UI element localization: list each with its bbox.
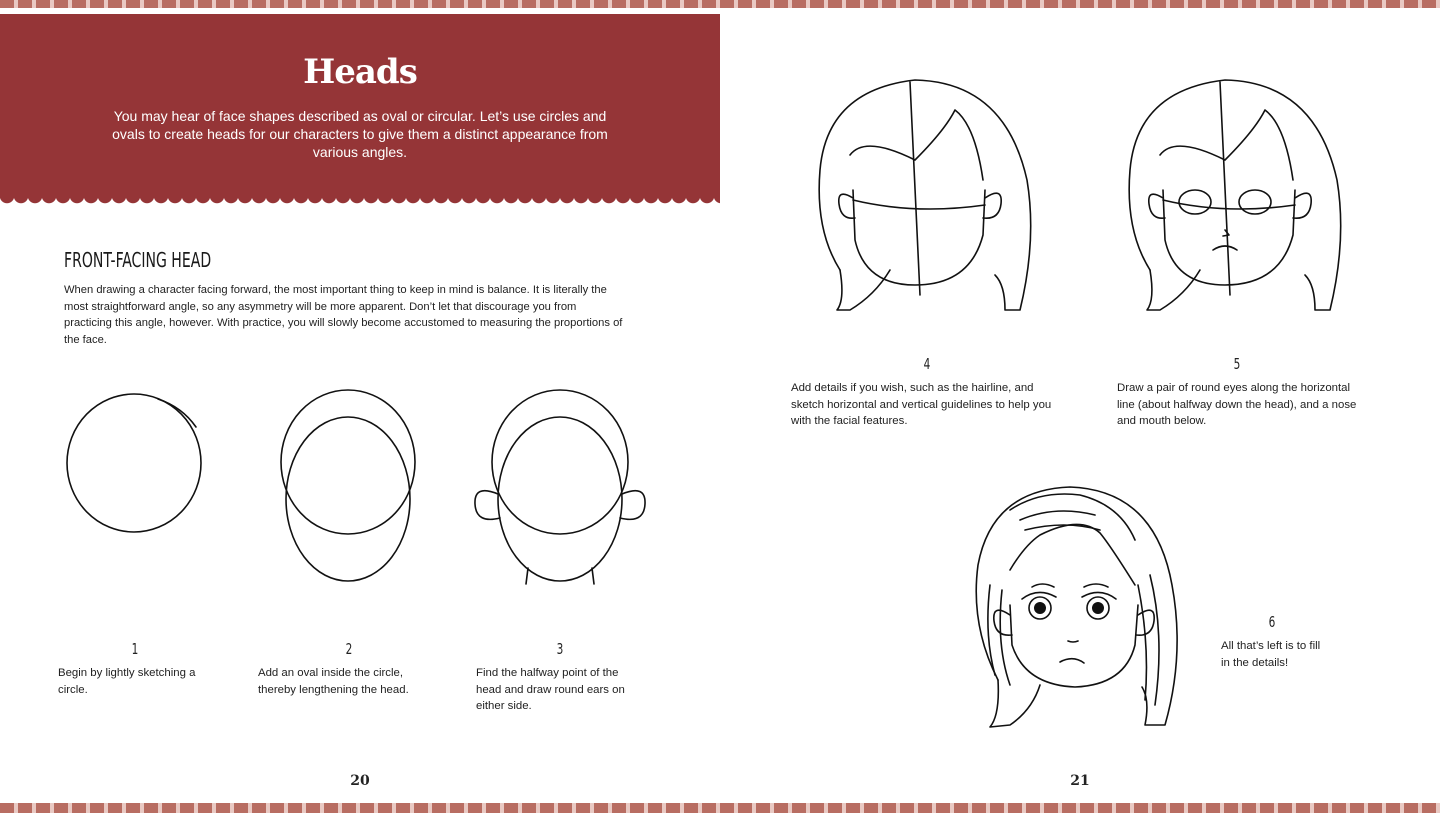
step-5-text: Draw a pair of round eyes along the horizontal line (about halfway down the head), and a nose and mouth below. — [1117, 382, 1357, 427]
title-banner — [0, 14, 720, 198]
step-1-circle-drawing — [60, 385, 210, 535]
step-1-number: 1 — [131, 640, 139, 658]
section-title: FRONT-FACING HEAD — [64, 248, 212, 272]
right-page-number: 21 — [1070, 773, 1090, 789]
page-title: Heads — [303, 52, 417, 92]
banner-scallop-edge — [0, 196, 720, 208]
step-4-text: Add details if you wish, such as the hairline, and sketch horizontal and vertical guidelines to help you with the facial features. — [791, 382, 1052, 427]
step-3-head-with-ears-drawing — [470, 382, 650, 587]
step-2-number: 2 — [345, 640, 353, 658]
step-5-number: 5 — [1233, 355, 1241, 373]
step-4-number: 4 — [923, 355, 931, 373]
section-body-text: When drawing a character facing forward, the most important thing to keep in mind is balance. It is literally the most straightforward angle, so any asymmetry will be more apparent. Don’t let that discourage you from practicing this angle, however. With practice, you will slowly become accustomed to measuring the proportions of the face. — [64, 284, 623, 346]
bottom-decorative-border — [0, 803, 1440, 813]
step-1-text: Begin by lightly sketching a circle. — [58, 667, 196, 696]
left-page-number: 20 — [350, 773, 370, 789]
step-2-text: Add an oval inside the circle, thereby lengthening the head. — [258, 667, 409, 696]
step-2-oval-drawing — [276, 382, 426, 587]
step-6-text: All that’s left is to fill in the details! — [1221, 640, 1321, 669]
top-decorative-border — [0, 0, 1440, 8]
step-3-text: Find the halfway point of the head and draw round ears on either side. — [476, 667, 625, 712]
step-6-number: 6 — [1268, 613, 1276, 631]
step-4-guidelines-drawing — [815, 70, 1035, 320]
step-6-finished-head-drawing — [970, 475, 1190, 730]
banner-intro-text: You may hear of face shapes described as oval or circular. Let’s use circles and ovals to create heads for our characters to give them a distinct appearance from various angles. — [112, 108, 608, 160]
step-3-number: 3 — [556, 640, 564, 658]
step-5-eyes-nose-mouth-drawing — [1125, 70, 1345, 320]
